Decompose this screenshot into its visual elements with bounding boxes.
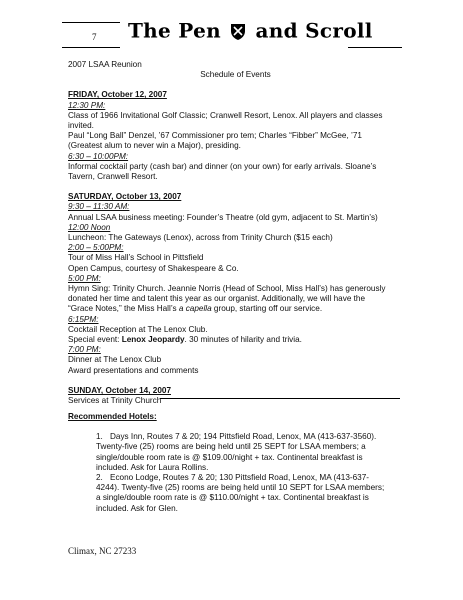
event-text: “Grace Notes,” the Miss Hall’s a capella group, starting off our service. [68,304,323,314]
title-right: and Scroll [255,18,373,43]
event-text: Hymn Sing: Trinity Church. Jeannie Norris (Head of School, Miss Hall’s) has generously [68,284,386,294]
newsletter-title [128,18,373,43]
a-capella-text: a capella [178,304,212,314]
event-time: 9:30 – 11:30 AM: [68,202,130,212]
schedule-title: Schedule of Events [200,70,271,80]
event-text: Special event: Lenox Jeopardy. 30 minutes of hilarity and trivia. [68,335,302,345]
event-text: Award presentations and comments [68,365,199,375]
masthead [62,18,402,56]
friday-heading: FRIDAY, October 12, 2007 [68,90,167,100]
event-text: Luncheon: The Gateways (Lenox), across from Trinity Church ($15 each) [68,233,333,243]
event-time: 2:00 – 5:00PM: [68,243,124,253]
page-number: 7 [92,32,97,42]
crest-icon [230,23,246,41]
event-text: Services at Trinity Church [68,396,162,406]
event-time: 6:30 – 10:00PM: [68,151,129,161]
event-time: 5:00 PM: [68,273,101,283]
event-text: Paul “Long Ball” Denzel, ’67 Commissioner pro tem; Charles “Fibber” McGee, ’71 [68,131,362,141]
event-text: Informal cocktail party (cash bar) and dinner (on your own) for early arrivals. Sloane’s [68,161,377,171]
hotel-item: 1. Days Inn, Routes 7 & 20; 194 Pittsfield Road, Lenox, MA (413-637-3560). Twenty-five (25) rooms are being held until 25 SEPT for LSAA members; a single/double room rate is @ $109.00/night + tax. Continental breakfast is included. Ask for Laura Rollins. [96,432,377,472]
title-rule [348,47,402,48]
event-text: Cocktail Reception at The Lenox Club. [68,324,208,334]
section-divider [160,398,400,399]
event-text: Tavern, Cranwell Resort. [68,172,158,182]
event-text: Annual LSAA business meeting: Founder’s Theatre (old gym, adjacent to St. Martin’s) [68,212,378,222]
hotel-number: 2. [96,473,103,483]
reunion-label: 2007 LSAA Reunion [68,60,142,69]
event-time: 12:00 Noon [68,222,111,232]
event-text: Dinner at The Lenox Club [68,355,162,365]
event-text: (Greatest alum to never win a Major), presiding. [68,141,241,151]
footer-address: Climax, NC 27233 [68,546,137,556]
event-text: donated her time and talent this year as our organist. Additionally, we will have the [68,294,366,304]
event-text: invited. [68,121,94,131]
title-left: The Pen [128,18,221,43]
hotel-item: 2. Econo Lodge, Routes 7 & 20; 130 Pittsfield Road, Lenox, MA (413-637- 4244). Twenty-five (25) rooms are being held until 10 SEPT for LSAA members; a single/double room rate is @ $110.00/night + tax. Continental breakfast is included. Ask for Glen. [96,473,385,513]
hotel-number: 1. [96,432,103,442]
lenox-jeopardy-text: Lenox Jeopardy [121,335,185,345]
saturday-heading: SATURDAY, October 13, 2007 [68,192,182,202]
event-time: 12:30 PM: [68,100,106,110]
event-text: Tour of Miss Hall’s School in Pittsfield [68,253,204,263]
event-time: 7:00 PM: [68,345,101,355]
hotels-section [68,412,403,514]
sunday-heading: SUNDAY, October 14, 2007 [68,385,171,395]
event-text: Open Campus, courtesy of Shakespeare & Co. [68,263,239,273]
hotels-heading: Recommended Hotels: [68,412,157,421]
event-text: Class of 1966 Invitational Golf Classic; Cranwell Resort, Lenox. All players and classes [68,110,383,120]
schedule-content [68,60,403,406]
page-number-rule-top [62,22,120,23]
event-time: 6:15PM: [68,314,99,324]
page-number-rule-bottom [62,47,120,48]
